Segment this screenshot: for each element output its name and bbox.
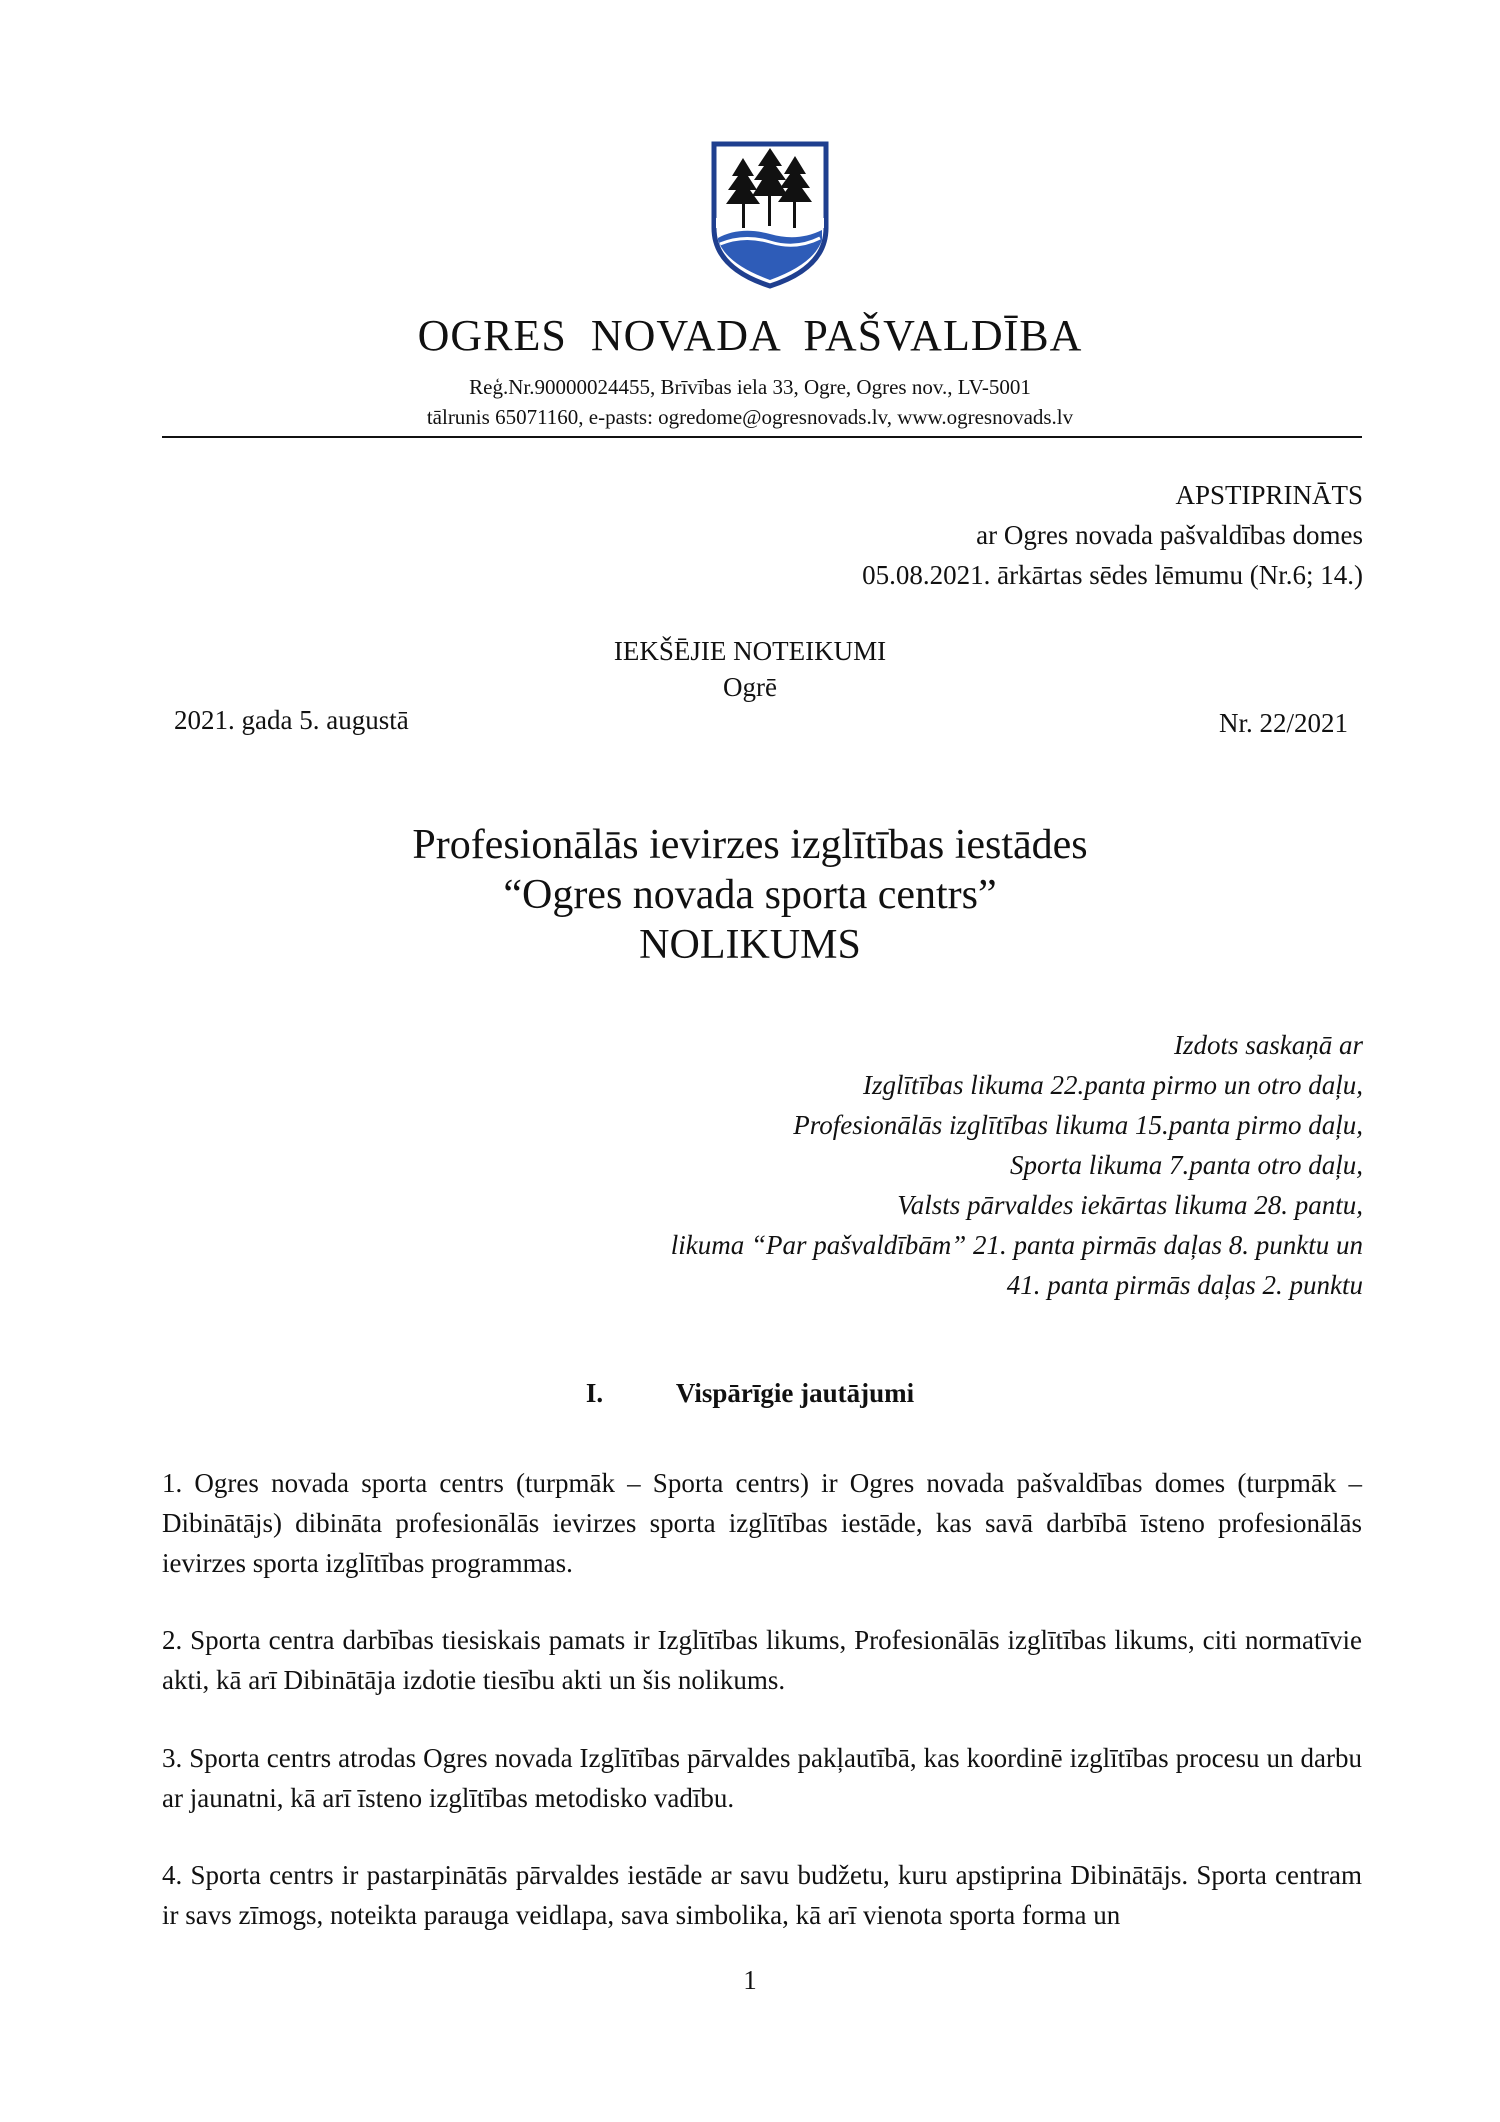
document-type-block <box>0 633 1500 705</box>
contact-line: tālrunis 65071160, e-pasts: ogredome@ogresnovads.lv, www.ogresnovads.lv <box>426 405 1074 429</box>
basis-line: 41. panta pirmās daļas 2. punktu <box>1006 1270 1363 1300</box>
basis-line: Profesionālās izglītības likuma 15.panta pirmo daļu, <box>793 1110 1363 1140</box>
basis-line: likuma “Par pašvaldībām” 21. panta pirmās daļas 8. punktu un <box>670 1230 1363 1260</box>
document-place: Ogrē <box>723 672 777 702</box>
organization-name: OGRES NOVADA PAŠVALDĪBA <box>417 311 1083 360</box>
paragraph-4: 4. Sporta centrs ir pastarpinātās pārvaldes iestāde ar savu budžetu, kuru apstiprina Dibinātājs. Sporta centram ir savs zīmogs, noteikta parauga veidlapa, sava simbolika, kā arī vienota sporta forma un <box>162 1860 1362 1930</box>
paragraph-3: 3. Sporta centrs atrodas Ogres novada Izglītības pārvaldes pakļautībā, kas koordinē izglītības procesu un darbu ar jaunatni, kā arī īsteno izglītības metodisko vadību. <box>162 1743 1362 1813</box>
paragraph-2: 2. Sporta centra darbības tiesiskais pamats ir Izglītības likums, Profesionālās izglītības likums, citi normatīvie akti, kā arī Dibinātāja izdotie tiesību akti un šis nolikums. <box>162 1625 1362 1695</box>
section-heading <box>0 1378 1500 1409</box>
legal-basis <box>671 1025 1363 1305</box>
document-type: IEKŠĒJIE NOTEIKUMI <box>613 636 887 666</box>
approval-block <box>862 475 1363 595</box>
document-date: 2021. gada 5. augustā <box>174 705 409 735</box>
document-number: Nr. 22/2021 <box>1218 708 1348 738</box>
basis-line: Izglītības likuma 22.panta pirmo un otro daļu, <box>862 1070 1363 1100</box>
title-line-2: “Ogres novada sporta centrs” <box>503 872 997 918</box>
section-title: Vispārīgie jautājumi <box>675 1378 915 1408</box>
approval-line-2: ar Ogres novada pašvaldības domes <box>976 520 1363 550</box>
section-number: I. <box>585 1378 604 1408</box>
title-line-1: Profesionālās ievirzes izglītības iestādes <box>412 822 1088 868</box>
basis-line: Sporta likuma 7.panta otro daļu, <box>1009 1150 1363 1180</box>
page-number: 1 <box>743 1965 757 1995</box>
approval-line-3: 05.08.2021. ārkārtas sēdes lēmumu (Nr.6; 14.) <box>862 560 1363 590</box>
approval-line-1: APSTIPRINĀTS <box>1175 480 1363 510</box>
document-title <box>0 820 1500 970</box>
ogre-coat-of-arms-icon <box>710 140 830 290</box>
title-line-3: NOLIKUMS <box>639 922 861 968</box>
registration-line: Reģ.Nr.90000024455, Brīvības iela 33, Ogre, Ogres nov., LV-5001 <box>469 375 1031 399</box>
basis-line: Izdots saskaņā ar <box>1173 1030 1363 1060</box>
basis-line: Valsts pārvaldes iekārtas likuma 28. pantu, <box>897 1190 1363 1220</box>
header-divider <box>162 436 1362 438</box>
paragraph-1: 1. Ogres novada sporta centrs (turpmāk – Sporta centrs) ir Ogres novada pašvaldības domes (turpmāk – Dibinātājs) dibināta profesionālās ievirzes sporta izglītības iestāde, kas savā darbībā īsteno profesionālās ievirzes sporta izglītības programmas. <box>162 1468 1362 1578</box>
